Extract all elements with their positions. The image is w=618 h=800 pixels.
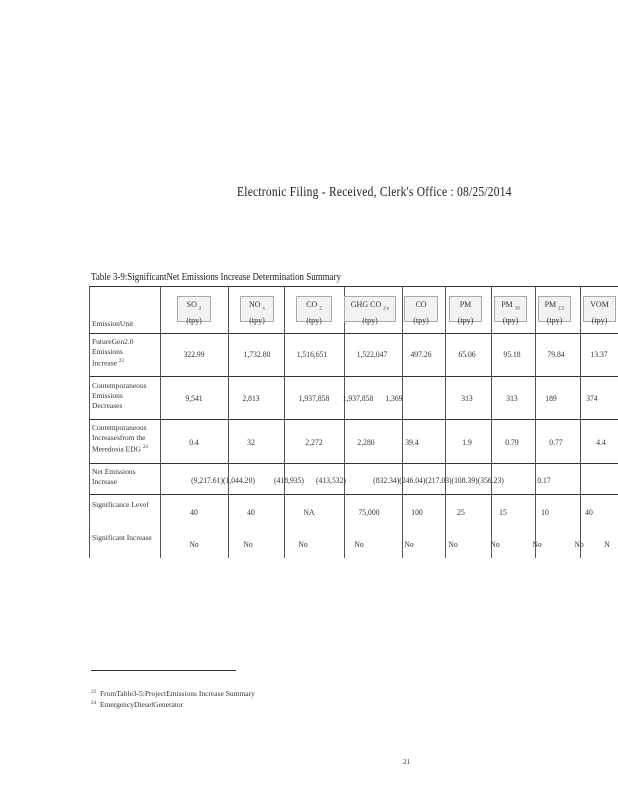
table-cell: 4.4 (596, 437, 606, 447)
emissions-table (89, 286, 618, 558)
table-cell: 75,000 (358, 507, 380, 517)
table-cell: 10 (541, 507, 549, 517)
row-rule (89, 376, 618, 377)
table-cell: NA (303, 507, 315, 517)
col-rule (160, 286, 161, 558)
col-rule (402, 286, 403, 558)
table-caption: Table 3-9:SignificantNet Emissions Increase Determination Summary (91, 272, 341, 283)
table-cell: 1,937,858 (298, 393, 330, 403)
col-rule (228, 286, 229, 558)
table-cell: 1,937,858 (342, 393, 374, 403)
row-label: FutureGen2.0 Emissions Increase $^{23}$ (92, 337, 134, 368)
filing-stamp: Electronic Filing - Received, Clerk's Office : 08/25/2014 (237, 185, 512, 200)
table-cell: 0.79 (505, 437, 519, 447)
table-cell: 40 (190, 507, 198, 517)
col-rule (535, 286, 536, 558)
table-cell: No (243, 539, 253, 549)
table-cell: 1.9 (462, 437, 472, 447)
row-label: Significant Increase (92, 533, 152, 542)
column-header: SO $_2$ (tpy) (177, 296, 211, 322)
row-label: Net Emissions Increase (92, 467, 136, 486)
row-rule (89, 494, 618, 495)
column-header: NO $_x$ (tpy) (240, 296, 274, 322)
col-rule (445, 286, 446, 558)
column-header: GHG CO $_{2 e}$ (tpy) (344, 296, 396, 322)
table-cell: 95.18 (503, 349, 521, 359)
table-cell: 497.26 (410, 349, 432, 359)
table-cell: 2,272 (305, 437, 323, 447)
table-cell: 32 (247, 437, 255, 447)
table-cell: 9,541 (185, 393, 203, 403)
col-rule (89, 286, 90, 558)
col-rule (491, 286, 492, 558)
table-cell: No (448, 539, 458, 549)
table-cell: 25 (457, 507, 465, 517)
table-top-rule (89, 286, 618, 287)
table-cell: 15 (499, 507, 507, 517)
table-cell: 79.84 (547, 349, 565, 359)
table-cell: 0.4 (189, 437, 199, 447)
table-cell: No (574, 539, 584, 549)
table-cell: 1,516,651 (296, 349, 328, 359)
footnote-rule (91, 670, 236, 671)
table-cell: 2,280 (357, 437, 375, 447)
table-cell: No (298, 539, 308, 549)
row-rule (89, 333, 618, 334)
col-rule (284, 286, 285, 558)
table-cell: 100 (411, 507, 423, 517)
table-cell: 322.99 (183, 349, 205, 359)
table-cell: (832.34)(246.04)(217.03)(108.39)(356.23) (373, 475, 504, 485)
footnote: $^{24}$ EmergencyDieselGenerator (91, 700, 184, 709)
table-cell: 0.17 (537, 475, 551, 485)
unit-header: EmissionUnit (92, 319, 134, 328)
table-cell: No (532, 539, 542, 549)
table-cell: (418,935) (274, 475, 304, 485)
table-cell: 65.06 (458, 349, 476, 359)
table-cell: 40 (247, 507, 255, 517)
table-cell: 1,522,047 (356, 349, 388, 359)
table-cell: (413,532) (316, 475, 346, 485)
row-label: Significance Level (92, 500, 149, 509)
table-cell: No (189, 539, 199, 549)
table-cell: 1,732.80 (243, 349, 271, 359)
table-cell: No (490, 539, 500, 549)
table-cell: N (604, 539, 610, 549)
table-cell: 313 (506, 393, 518, 403)
row-rule (89, 419, 618, 420)
table-cell: 189 (545, 393, 557, 403)
footnote: $^{23}$ FromTable3-5:ProjectEmissions Increase Summary (91, 689, 255, 698)
table-cell: 1,369 (385, 393, 403, 403)
row-label: Contemporaneous Emissions Decreases (92, 381, 147, 410)
col-rule (344, 286, 345, 558)
table-cell: No (404, 539, 414, 549)
table-cell: No (354, 539, 364, 549)
column-header: VOM (tpy) (583, 296, 616, 322)
row-rule (89, 463, 618, 464)
table-cell: 0.77 (549, 437, 563, 447)
table-cell: 13.37 (590, 349, 608, 359)
table-cell: 374 (586, 393, 598, 403)
row-label: Contemporaneous Increasesfrom the Meredosia EDG $^{24}$ (92, 423, 148, 454)
column-header: PM (tpy) (449, 296, 482, 322)
table-cell: 2,813 (242, 393, 260, 403)
col-rule (580, 286, 581, 558)
table-cell: 313 (461, 393, 473, 403)
table-cell: (9,217.61)(1,044.20) (191, 475, 255, 485)
table-cell: 39.4 (405, 437, 419, 447)
column-header: CO $_2$ (tpy) (296, 296, 332, 322)
column-header: PM $_{2.5}$ (tpy) (538, 296, 571, 322)
page-number: 21 (403, 758, 410, 766)
column-header: CO (tpy) (404, 296, 438, 322)
column-header: PM $_{10}$ (tpy) (494, 296, 527, 322)
table-cell: 40 (585, 507, 593, 517)
